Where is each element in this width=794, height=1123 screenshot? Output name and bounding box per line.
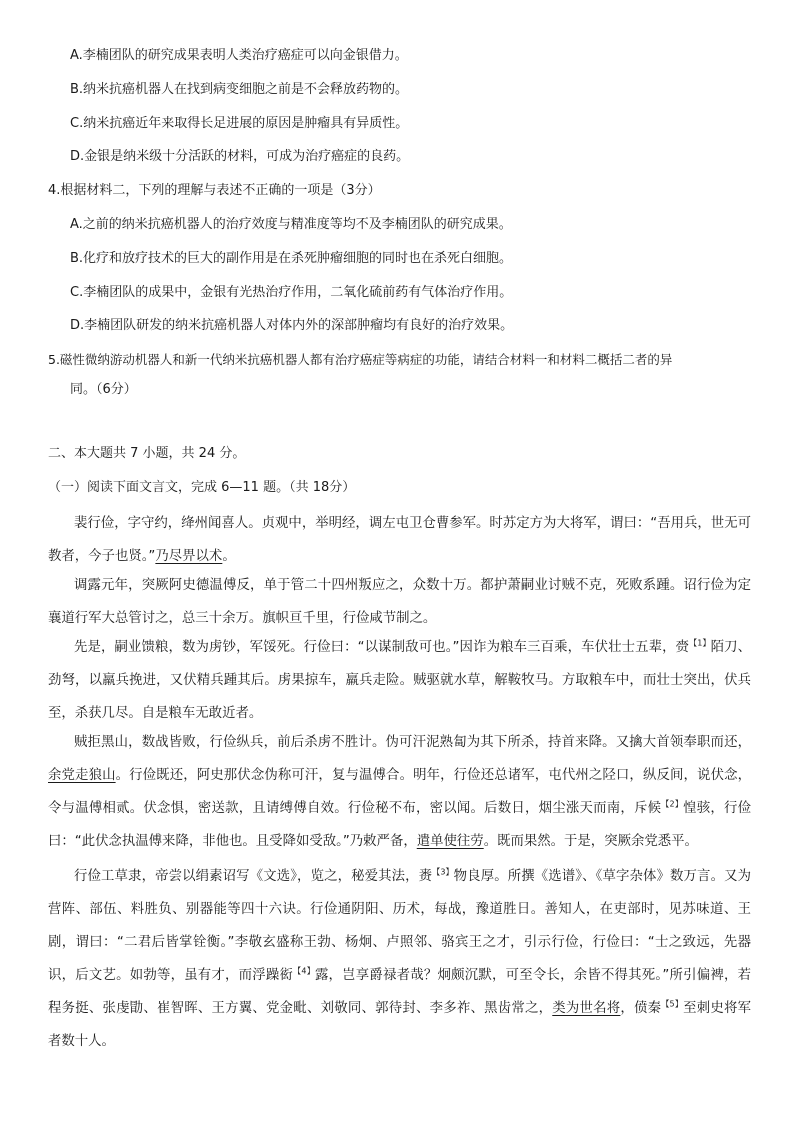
q4-option-c: C.李楠团队的成果中，金银有光热治疗作用，二氧化硫前药有气体治疗作用。 [70, 285, 513, 300]
footnote-marker: 【3】 [432, 867, 454, 877]
underlined-sentence: 类为世名将 [552, 1001, 621, 1016]
passage-paragraph-2: 调露元年，突厥阿史德温傅反，单于管二十四州叛应之，众数十万。都护萧嗣业讨贼不克，死败系踵。诏行俭为定襄道行军大总管讨之，总三十余万。旗帜亘千里，行俭咸节制之。 [48, 578, 751, 626]
passage-paragraph-1: 裴行俭，字守约，绛州闻喜人。贞观中，举明经，调左屯卫仓曹参军。时苏定方为大将军，谓曰：“吾用兵，世无可教者，今子也贤。”乃尽畀以术。 [48, 516, 751, 564]
q4-option-b: B.化疗和放疗技术的巨大的副作用是在杀死肿瘤细胞的同时也在杀死白细胞。 [70, 251, 513, 266]
q3-option-a: A.李楠团队的研究成果表明人类治疗癌症可以向金银借力。 [70, 48, 408, 63]
footnote-marker: 【1】 [689, 638, 711, 648]
underlined-sentence: 余党走狼山 [48, 768, 116, 783]
footnote-marker: 【2】 [661, 799, 684, 809]
q4-option-a: A.之前的纳米抗癌机器人的治疗效度与精准度等均不及李楠团队的研究成果。 [70, 217, 512, 232]
underlined-sentence: 遣单使往劳 [416, 834, 484, 849]
passage-paragraph-5: 行俭工草隶，帝尝以绢素诏写《文选》，览之，秘爱其法，赉$^{【3】}$物良厚。所撰《选谱》、《草字杂体》数万言。又为营阵、部伍、料胜负、别器能等四十六诀。行俭通阴阳、历术，每战，豫道胜日。善知人，在吏部时，见苏味道、王剧，谓曰：“二君后皆掌铨衡。”李敬玄盛称王勃、杨炯、卢照邻、骆宾王之才，引示行俭，行俭曰：“士之致远，先器识，后文艺。如勃等，虽有才，而浮躁衒$^{【4】}$露，岂享爵禄者哉？炯颇沉默，可至令长，余皆不得其死。”所引偏裨，若程务挺、张虔勖、崔智晖、王方翼、党金毗、刘敬同、郭待封、李多祚、黑齿常之，类为世名将，偾秦$^{【5】}$至刺史将军者数十人。 [48, 867, 752, 1049]
passage-paragraph-4: 贼拒黑山，数战皆败，行俭纵兵，前后杀虏不胜计。伪可汗泥熟匐为其下所杀，持首来降。又擒大首领奉职而还，余党走狼山。行俭既还，阿史那伏念伪称可汗，复与温傅合。明年，行俭还总诸军，屯代州之陉口，纵反间，说伏念，令与温傅相贰。伏念惧，密送款，且请缚傅自效。行俭秘不布，密以闻。后数日，烟尘涨天而南，斥候$^{【2】}$惶骇，行俭曰：“此伏念执温傅来降，非他也。且受降如受敌。”乃敕严备，遣单使往劳。既而果然。于是，突厥余党悉平。 [48, 735, 752, 849]
subsection-heading: （一）阅读下面文言文，完成 6—11 题。（共 18分） [48, 480, 356, 495]
q4-stem: 4.根据材料二，下列的理解与表述不正确的一项是（3分） [48, 183, 381, 198]
q5-stem-line1: 5.磁性微纳游动机器人和新一代纳米抗癌机器人都有治疗癌症等病症的功能，请结合材料一和材料二概括二者的异 [48, 352, 673, 367]
footnote-marker: 【5】 [661, 999, 684, 1009]
q3-option-c: C.纳米抗癌近年来取得长足进展的原因是肿瘤具有异质性。 [70, 116, 409, 131]
q4-option-d: D.李楠团队研发的纳米抗癌机器人对体内外的深部肿瘤均有良好的治疗效果。 [70, 318, 514, 333]
section-heading: 二、本大题共 7 小题，共 24 分。 [48, 446, 246, 461]
underlined-sentence: 乃尽畀以术 [155, 549, 223, 564]
q3-option-d: D.金银是纳米级十分活跃的材料，可成为治疗癌症的良药。 [70, 149, 410, 164]
q5-stem-line2: 同。（6分） [70, 382, 137, 397]
footnote-marker: 【4】 [293, 966, 315, 976]
passage-paragraph-3: 先是，嗣业馈粮，数为虏钞，军馁死。行俭曰：“以谋制敌可也。”因诈为粮车三百乘，车伏壮士五辈，赍$^{【1】}$陌刀、劲弩，以羸兵挽进，又伏精兵踵其后。虏果掠车，羸兵走险。贼驱就水草，解鞍牧马。方取粮车中，而壮士突出，伏兵至，杀获几尽。自是粮车无敢近者。 [48, 638, 752, 721]
q3-option-b: B.纳米抗癌机器人在找到病变细胞之前是不会释放药物的。 [70, 82, 409, 97]
